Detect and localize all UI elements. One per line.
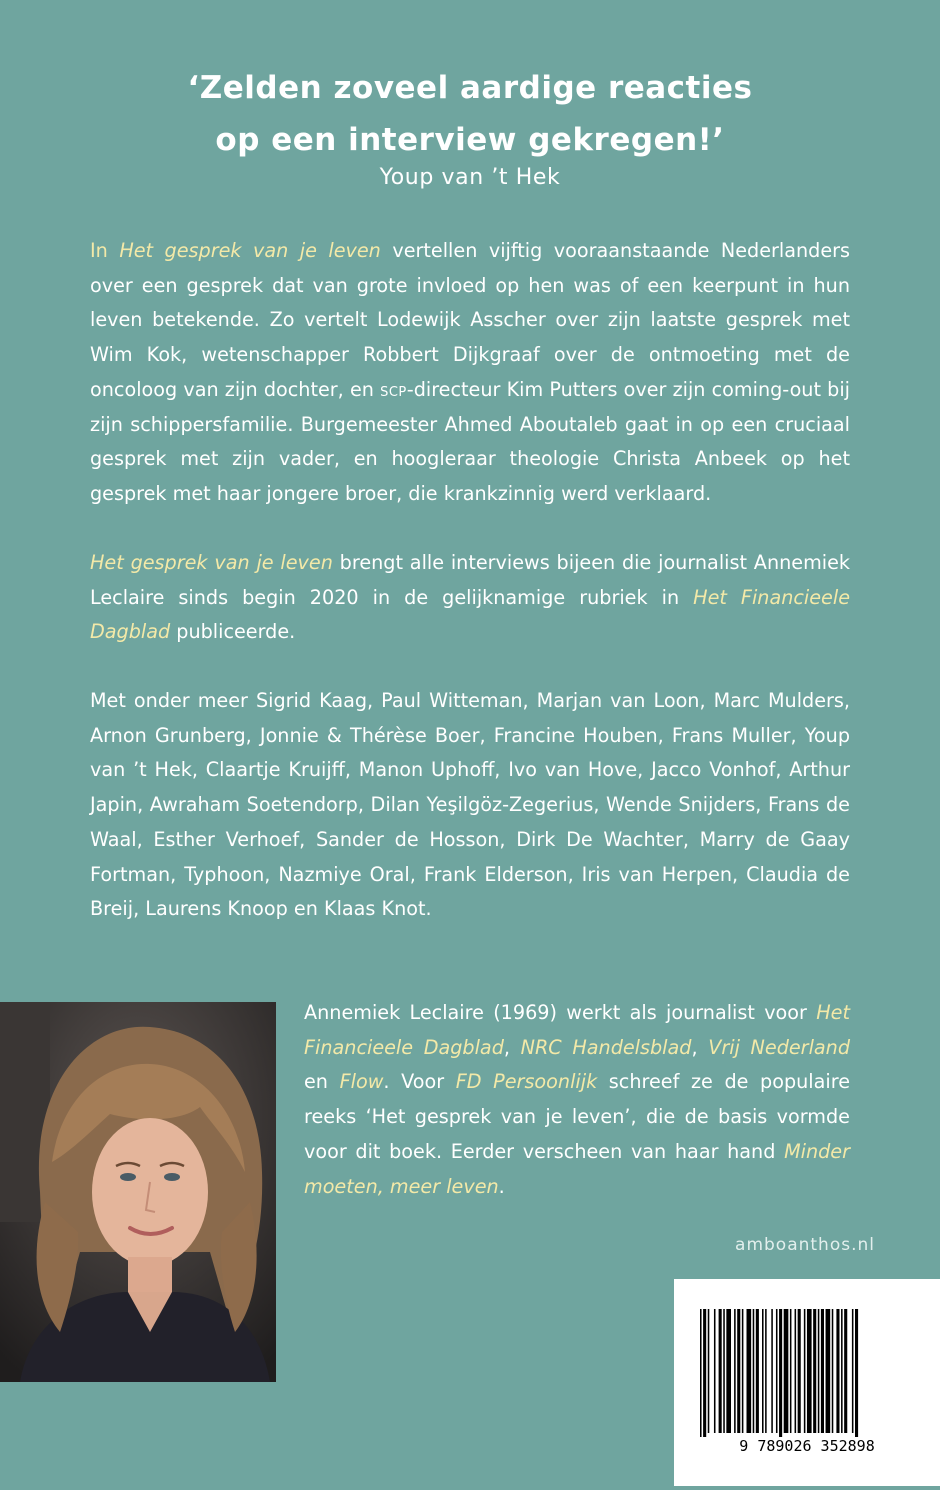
- barcode: [674, 1279, 940, 1486]
- interviewee-list-paragraph: Met onder meer Sigrid Kaag, Paul Witteman, Marjan van Loon, Marc Mulders, Arnon Grunberg, Jonnie & Thérèse Boer, Francine Houben, Frans Muller, Youp van ’t Hek, Claartje Kruijff, Manon Uphoff, Ivo van Hove, Jacco Vonhof, Arthur Japin, Awraham Soetendorp, Dilan Yeşilgöz-Zegerius, Wende Snijders, Frans de Waal, Esther Verhoef, Sander de Hosson, Dirk De Wachter, Marry de Gaay Fortman, Typhoon, Nazmiye Oral, Frank Elderson, Iris van Herpen, Claudia de Breij, Laurens Knoop en Klaas Knot.: [90, 689, 850, 921]
- paragraph-1-text-a: vertellen vijftig vooraanstaande Nederlanders over een gesprek dat van grote invloed op hen was of een keerpunt in hun leven betekende. Zo vertelt Lodewijk Asscher over zijn laatste gesprek met Wim Kok, wetenschapper Robbert Dijkgraaf over de ontmoeting met de oncoloog van zijn dochter, en: [90, 239, 851, 401]
- newspaper-name: Het Financieele Dagblad: [90, 585, 850, 644]
- barcode-panel: [674, 1279, 940, 1486]
- paragraph-2-text-b: publiceerde.: [170, 620, 296, 644]
- publication-vn: Vrij Nederland: [708, 1035, 850, 1059]
- publisher-website: amboanthos.nl: [735, 1235, 875, 1255]
- quote-author: Youp van ’t Hek: [379, 165, 561, 190]
- quote-line-1: ‘Zelden zoveel aardige reacties: [187, 70, 753, 106]
- barcode-isbn: 9 789026 352898: [739, 1437, 875, 1455]
- author-portrait-illustration: [0, 1002, 276, 1382]
- bio-text-a: Annemiek Leclaire (1969) werkt als journalist voor: [304, 1001, 817, 1024]
- previous-book-title: Minder moeten, meer leven: [304, 1139, 850, 1198]
- bio-text-b: en: [304, 1070, 340, 1094]
- publication-nrc: NRC Handelsblad: [520, 1035, 692, 1059]
- paragraph-1-lead: In: [90, 239, 120, 262]
- back-cover-quote: [0, 62, 940, 166]
- author-photo: [0, 1002, 276, 1382]
- publication-fd-persoonlijk: FD Persoonlijk: [455, 1070, 598, 1094]
- bio-text-c: . Voor: [383, 1070, 456, 1094]
- description-paragraph-1: [90, 234, 850, 512]
- paragraph-2-text-a: brengt alle interviews bijeen die journalist Annemiek Leclaire sinds begin 2020 in de gelijknamige rubriek in: [90, 551, 851, 609]
- bio-text-d: schreef ze de populaire reeks ‘Het gesprek van je leven’, die de basis vormde voor dit boek. Eerder verscheen van haar hand: [304, 1070, 850, 1163]
- bio-text-e: .: [498, 1174, 505, 1198]
- book-title-mention: Het gesprek van je leven: [119, 239, 381, 262]
- quote-line-2: op een interview gekregen!’: [215, 122, 725, 158]
- bio-separator-2: ,: [691, 1035, 709, 1059]
- description-paragraph-2: [90, 546, 850, 650]
- publication-fd: Het Financieele Dagblad: [304, 1001, 850, 1059]
- bio-separator-1: ,: [503, 1035, 521, 1059]
- paragraph-1-text-b: -directeur Kim Putters over zijn coming-out bij zijn schippersfamilie. Burgemeester Ahmed Aboutaleb gaat in op een cruciaal gesprek met zijn vader, en hoogleraar theologie Christa Anbeek op het gesprek met haar jongere broer, die krankzinnig werd verklaard.: [90, 377, 850, 505]
- book-title-mention-2: Het gesprek van je leven: [90, 551, 333, 574]
- publication-flow: Flow: [339, 1070, 384, 1094]
- scp-abbreviation: scp: [380, 377, 407, 401]
- author-bio: [304, 996, 850, 1204]
